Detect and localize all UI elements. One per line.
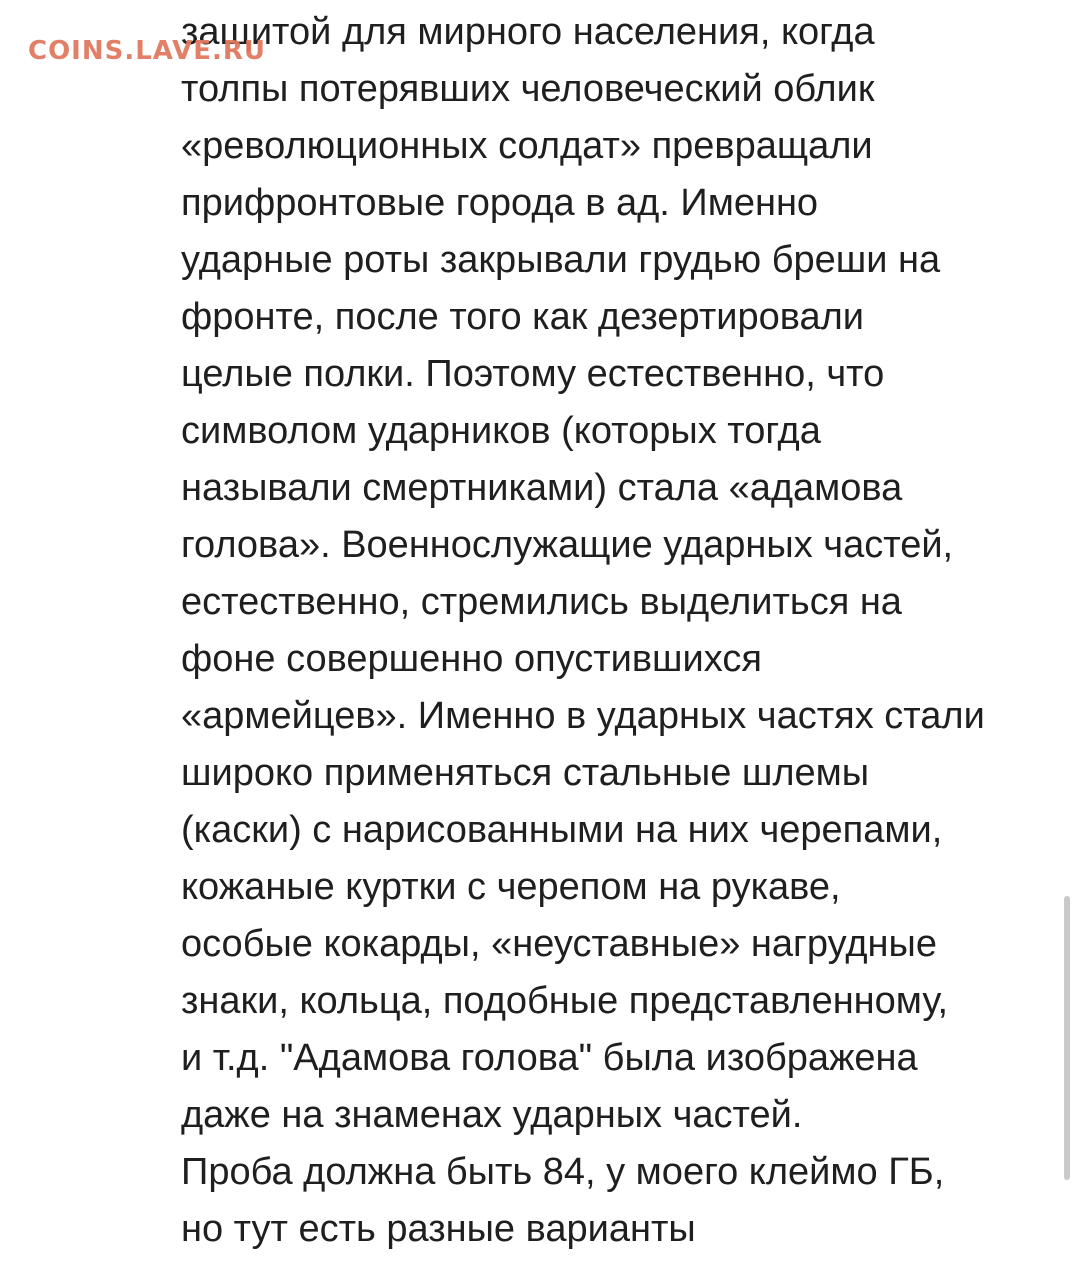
text-line: «армейцев». Именно в ударных частях стали [181, 695, 985, 737]
text-line: прифронтовые города в ад. Именно [181, 182, 819, 224]
text-line: толпы потерявших человеческий облик [181, 68, 875, 110]
text-line: широко применяться стальные шлемы [181, 752, 870, 794]
text-line: даже на знаменах ударных частей. [181, 1094, 803, 1136]
text-line: «революционных солдат» превращали [181, 125, 873, 167]
site-watermark: COINS.LAVE.RU [28, 36, 267, 66]
text-line: называли смертниками) стала «адамова [181, 467, 903, 509]
text-line: знаки, кольца, подобные представленному, [181, 980, 949, 1022]
text-line: особые кокарды, «неуставные» нагрудные [181, 923, 937, 965]
text-line: фронте, после того как дезертировали [181, 296, 865, 338]
text-line: целые полки. Поэтому естественно, что [181, 353, 885, 395]
text-line: (каски) с нарисованными на них черепами, [181, 809, 943, 851]
text-line: голова». Военнослужащие ударных частей, [181, 524, 954, 566]
text-line: символом ударников (которых тогда [181, 410, 821, 452]
article-text [181, 4, 1061, 1258]
text-line: защитой для мирного населения, когда [181, 11, 875, 53]
text-line: естественно, стремились выделиться на [181, 581, 902, 623]
text-line: и т.д. "Адамова голова" была изображена [181, 1037, 918, 1079]
text-line: фоне совершенно опустившихся [181, 638, 762, 680]
text-line: но тут есть разные варианты [181, 1208, 696, 1250]
text-line: ударные роты закрывали грудью бреши на [181, 239, 941, 281]
vertical-scrollbar[interactable] [1064, 896, 1070, 1180]
text-line: Проба должна быть 84, у моего клеймо ГБ, [181, 1151, 945, 1193]
text-line: кожаные куртки с черепом на рукаве, [181, 866, 841, 908]
